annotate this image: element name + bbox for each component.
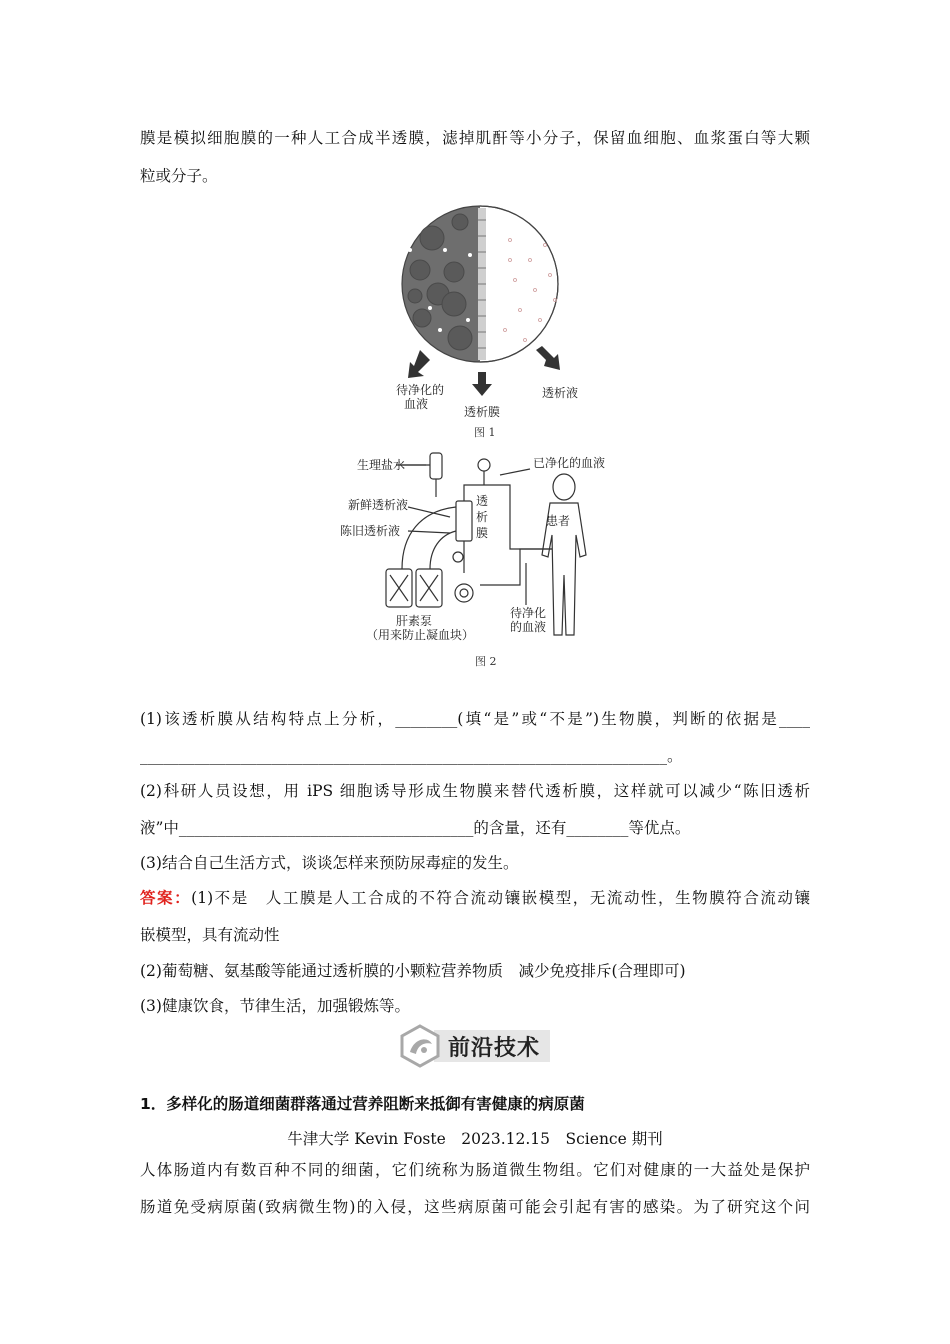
answer-label: 答案： bbox=[140, 888, 192, 907]
fig2-saline: 生理盐水 bbox=[357, 458, 406, 472]
article-byline: 牛津大学 Kevin Foste 2023.12.15 Science 期刊 bbox=[287, 1130, 663, 1148]
fig1-label-blood-2: 血液 bbox=[404, 397, 429, 411]
article-para-line-2: 肠道免受病原菌(致病微生物)的入侵，这些病原菌可能会引起有害的感染。为了研究这个问 bbox=[140, 1198, 810, 1216]
fig2-to-purify-2: 的血液 bbox=[510, 620, 547, 634]
article-para-line-1: 人体肠道内有数百种不同的细菌，它们统称为肠道微生物组。它们对健康的一大益处是保护 bbox=[140, 1161, 810, 1179]
fig2-fresh-dialysate: 新鲜透析液 bbox=[348, 498, 409, 512]
fig2-membrane-char-3: 膜 bbox=[476, 526, 489, 540]
answer-1-line-1 bbox=[140, 888, 810, 908]
figure-1-dialysis-membrane bbox=[360, 200, 600, 445]
fig2-membrane-char-2: 析 bbox=[476, 510, 489, 524]
intro-line-2: 粒或分子。 bbox=[140, 167, 218, 185]
fig2-pump-1: 肝素泵 bbox=[396, 614, 433, 628]
article-heading: 1．多样化的肠道细菌群落通过营养阻断来抵御有害健康的病原菌 bbox=[140, 1095, 585, 1113]
arrow-right-icon bbox=[536, 346, 560, 370]
arrow-left-icon bbox=[408, 350, 430, 378]
question-1-line-2: ____________________________________________________________________。 bbox=[140, 747, 683, 765]
arrow-down-icon bbox=[472, 372, 492, 396]
fig1-label-blood-1: 待净化的 bbox=[396, 383, 445, 397]
fig2-membrane-char-1: 透 bbox=[476, 494, 489, 508]
answer-1-line-2: 嵌模型，具有流动性 bbox=[140, 926, 280, 944]
question-2-line-2: 液”中______________________________________的含量，还有________等优点。 bbox=[140, 819, 691, 837]
fig2-pump-2: （用来防止凝血块） bbox=[366, 628, 475, 642]
fig2-caption: 图 2 bbox=[475, 655, 497, 668]
figure-2-dialysis-setup bbox=[330, 445, 630, 675]
answer-2: (2)葡萄糖、氨基酸等能通过透析膜的小颗粒营养物质 减少免疫排斥(合理即可) bbox=[140, 962, 686, 980]
fig1-label-dialysate: 透析液 bbox=[542, 386, 579, 400]
fig1-label-membrane: 透析膜 bbox=[464, 405, 501, 419]
question-3: (3)结合自己生活方式，谈谈怎样来预防尿毒症的发生。 bbox=[140, 854, 519, 872]
answer-3: (3)健康饮食，节律生活，加强锻炼等。 bbox=[140, 997, 410, 1015]
answer-1-text: (1)不是 人工膜是人工合成的不符合流动镶嵌模型，无流动性，生物膜符合流动镶 bbox=[191, 889, 810, 907]
section-title: 前沿技术 bbox=[448, 1036, 541, 1061]
question-2-line-1: (2)科研人员设想，用 iPS 细胞诱导形成生物膜来替代透析膜，这样就可以减少“陈旧透析 bbox=[140, 782, 810, 800]
question-1-line-1: (1)该透析膜从结构特点上分析，________(填“是”或“不是”)生物膜，判断的依据是____ bbox=[140, 710, 810, 728]
fig2-purified-blood: 已净化的血液 bbox=[533, 456, 606, 470]
fig2-patient: 患者 bbox=[546, 514, 571, 528]
intro-line-1: 膜是模拟细胞膜的一种人工合成半透膜，滤掉肌酐等小分子，保留血细胞、血浆蛋白等大颗 bbox=[140, 129, 810, 147]
fig1-caption: 图 1 bbox=[474, 426, 496, 439]
fig2-to-purify-1: 待净化 bbox=[510, 606, 547, 620]
fig2-used-dialysate: 陈旧透析液 bbox=[340, 524, 401, 538]
